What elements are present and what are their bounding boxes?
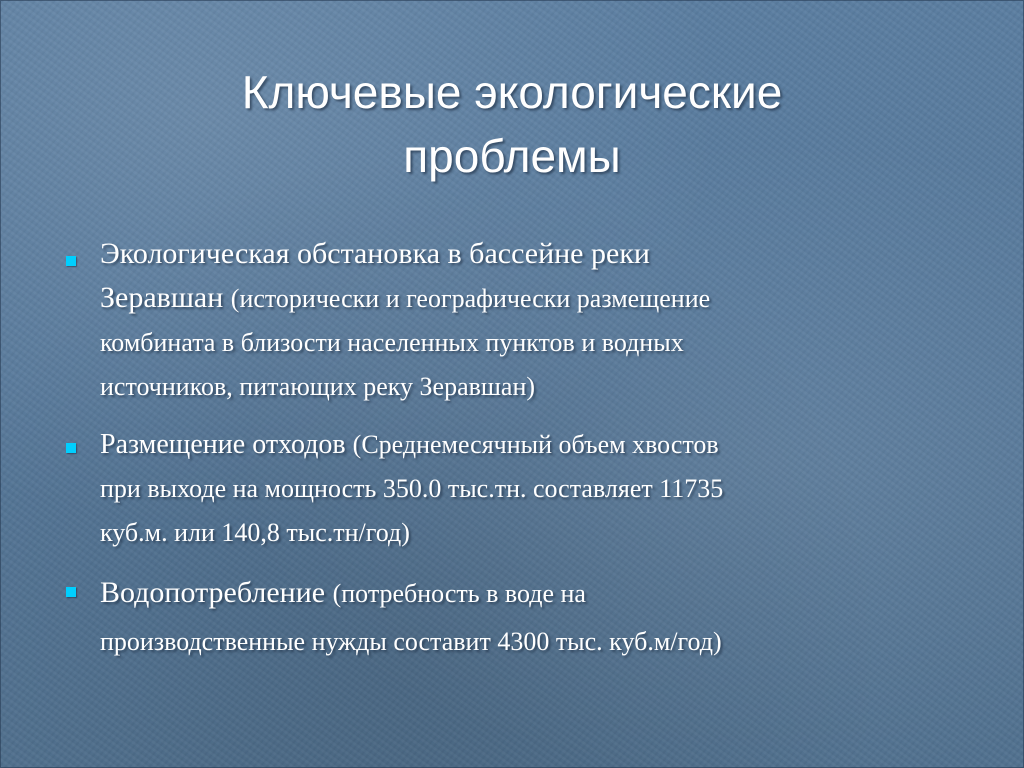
bullet-list	[60, 232, 960, 680]
bullet-detail-text: (исторически и географически размещение	[230, 284, 711, 313]
bullet-item-water	[60, 569, 960, 666]
bullet-text-line	[100, 423, 960, 467]
bullet-detail-text: (Среднемесячный объем хвостов	[352, 430, 719, 459]
slide-title	[90, 60, 934, 188]
square-bullet-icon	[66, 256, 76, 266]
square-bullet-icon	[66, 587, 76, 597]
bullet-item-waste	[60, 423, 960, 555]
slide-title-line-2: проблемы	[403, 130, 621, 182]
bullet-detail-text: комбината в близости населенных пунктов и водных	[100, 328, 684, 357]
bullet-detail-text: источников, питающих реку Зеравшан)	[100, 372, 536, 401]
bullet-item-zeravshan	[60, 232, 960, 409]
square-bullet-icon	[66, 443, 76, 453]
bullet-text-line	[100, 569, 960, 618]
bullet-text-line	[100, 276, 960, 321]
bullet-detail-text: при выходе на мощность 350.0 тыс.тн. составляет 11735	[100, 474, 724, 503]
bullet-detail-text: (потребность в воде на	[332, 579, 586, 608]
bullet-detail-text: производственные нужды составит 4300 тыс. куб.м/год)	[100, 627, 722, 656]
slide-title-line-1: Ключевые экологические	[241, 66, 783, 118]
bullet-main-text: Водопотребление	[100, 576, 326, 609]
bullet-main-text: Размещение отходов	[100, 429, 346, 460]
bullet-main-text: Экологическая обстановка в бассейне реки	[100, 237, 650, 270]
bullet-main-text-cont: Зеравшан	[100, 281, 224, 314]
bullet-detail-text: куб.м. или 140,8 тыс.тн/год)	[100, 518, 410, 547]
